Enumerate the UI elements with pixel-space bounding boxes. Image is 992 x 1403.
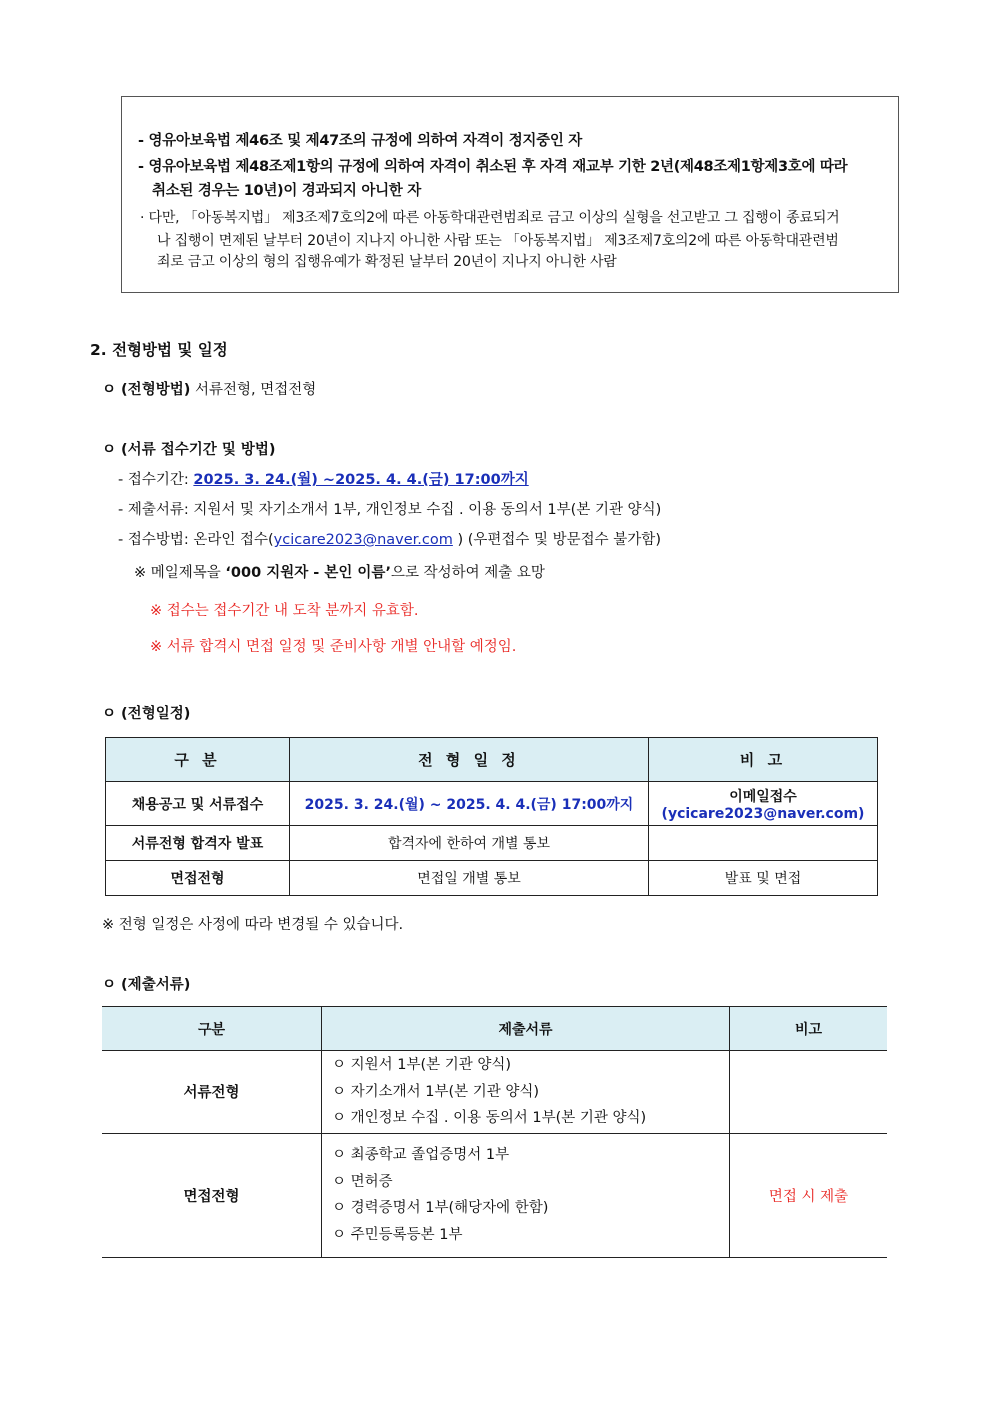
table-row bbox=[106, 826, 878, 861]
mail-note-suffix: 으로 작성하여 제출 요망 bbox=[390, 565, 545, 581]
table-row bbox=[102, 1133, 887, 1257]
schedule-header-note: 비 고 bbox=[649, 738, 878, 782]
documents-header-docs: 제출서류 bbox=[322, 1007, 730, 1051]
apply-method bbox=[118, 528, 661, 549]
table-row bbox=[106, 861, 878, 896]
box-line-3: 취소된 경우는 10년)이 경과되지 아니한 자 bbox=[152, 183, 421, 199]
apply-method-suffix: ) (우편접수 및 방문접수 불가함) bbox=[452, 532, 661, 548]
documents-note: 면접 시 제출 bbox=[730, 1133, 888, 1257]
box-note-line-2: 나 집행이 면제된 날부터 20년이 지나지 아니한 사람 또는 「아동복지법」 제3조제7호의2에 따른 아동학대관련범 bbox=[157, 233, 839, 249]
documents-header-note: 비고 bbox=[730, 1007, 888, 1051]
schedule-category: 서류전형 합격자 발표 bbox=[106, 826, 290, 861]
disqualification-box bbox=[121, 96, 899, 293]
apply-period-label: - 접수기간: bbox=[118, 472, 194, 488]
document-item: ㅇ 자기소개서 1부(본 기관 양식) bbox=[332, 1083, 540, 1100]
mail-title-note bbox=[134, 561, 545, 582]
submit-docs-line: - 제출서류: 지원서 및 자기소개서 1부, 개인정보 수집 . 이용 동의서 1부(본 기관 양식) bbox=[118, 502, 662, 518]
schedule-table bbox=[105, 737, 878, 896]
documents-category: 서류전형 bbox=[102, 1051, 322, 1134]
table-row bbox=[102, 1051, 887, 1134]
document-item: ㅇ 주민등록등본 1부 bbox=[332, 1226, 463, 1243]
schedule-note-line1: 이메일접수 bbox=[729, 788, 797, 805]
mail-note-prefix: ※ 메일제목을 bbox=[134, 565, 226, 581]
schedule-category: 채용공고 및 서류접수 bbox=[106, 782, 290, 826]
schedule-header-row bbox=[106, 738, 878, 782]
apply-heading bbox=[102, 438, 276, 459]
schedule-date: 면접일 개별 통보 bbox=[290, 861, 649, 896]
selection-method-value: 서류전형, 면접전형 bbox=[190, 382, 317, 398]
red-note-1: ※ 접수는 접수기간 내 도착 분까지 유효함. bbox=[150, 603, 419, 619]
schedule-note: 발표 및 면접 bbox=[649, 861, 878, 896]
documents-header-row bbox=[102, 1007, 887, 1051]
email-link[interactable]: ycicare2023@naver.com bbox=[273, 532, 453, 548]
schedule-heading bbox=[102, 702, 190, 723]
box-line-2: - 영유아보육법 제48조제1항의 규정에 의하여 자격이 취소된 후 자격 재교부 기한 2년(제48조제1항제3호에 따라 bbox=[138, 159, 848, 175]
documents-category: 면접전형 bbox=[102, 1133, 322, 1257]
selection-method-label: ㅇ (전형방법) bbox=[102, 382, 191, 398]
documents-heading-label: ㅇ (제출서류) bbox=[102, 977, 191, 993]
table-row bbox=[106, 782, 878, 826]
document-item: ㅇ 면허증 bbox=[332, 1173, 393, 1190]
section-title: 2. 전형방법 및 일정 bbox=[90, 341, 228, 359]
schedule-note-line2: (ycicare2023@naver.com) bbox=[661, 805, 865, 822]
apply-method-prefix: - 접수방법: 온라인 접수( bbox=[118, 532, 274, 548]
apply-heading-label: ㅇ (서류 접수기간 및 방법) bbox=[102, 442, 276, 458]
documents-heading bbox=[102, 973, 190, 994]
red-note-2: ※ 서류 합격시 면접 일정 및 준비사항 개별 안내할 예정임. bbox=[150, 639, 517, 655]
documents-list bbox=[322, 1133, 730, 1257]
box-note-line-1: · 다만, 「아동복지법」 제3조제7호의2에 따른 아동학대관련범죄로 금고 이상의 실형을 선고받고 그 집행이 종료되거 bbox=[140, 210, 840, 226]
document-item: ㅇ 지원서 1부(본 기관 양식) bbox=[332, 1057, 512, 1073]
schedule-date: 2025. 3. 24.(월) ~ 2025. 4. 4.(금) 17:00까지 bbox=[290, 782, 649, 826]
schedule-header-category: 구 분 bbox=[106, 738, 290, 782]
documents-header-category: 구분 bbox=[102, 1007, 322, 1051]
documents-table bbox=[102, 1006, 887, 1258]
box-note-line-3: 죄로 금고 이상의 형의 집행유예가 확정된 날부터 20년이 지나지 아니한 사람 bbox=[157, 254, 617, 270]
apply-period bbox=[118, 468, 529, 489]
documents-list bbox=[322, 1051, 730, 1134]
selection-method bbox=[102, 378, 316, 399]
schedule-heading-label: ㅇ (전형일정) bbox=[102, 706, 191, 722]
schedule-note bbox=[649, 782, 878, 826]
schedule-header-schedule: 전 형 일 정 bbox=[290, 738, 649, 782]
document-item: ㅇ 최종학교 졸업증명서 1부 bbox=[332, 1147, 510, 1163]
schedule-note bbox=[649, 826, 878, 861]
schedule-date: 합격자에 한하여 개별 통보 bbox=[290, 826, 649, 861]
document-item: ㅇ 경력증명서 1부(해당자에 한함) bbox=[332, 1200, 549, 1216]
schedule-footnote: ※ 전형 일정은 사정에 따라 변경될 수 있습니다. bbox=[102, 917, 404, 933]
documents-note bbox=[730, 1051, 888, 1134]
document-item: ㅇ 개인정보 수집 . 이용 동의서 1부(본 기관 양식) bbox=[332, 1110, 647, 1126]
schedule-category: 면접전형 bbox=[106, 861, 290, 896]
box-line-1: - 영유아보육법 제46조 및 제47조의 규정에 의하여 자격이 정지중인 자 bbox=[138, 133, 582, 149]
apply-period-value: 2025. 3. 24.(월) ~2025. 4. 4.(금) 17:00까지 bbox=[193, 472, 529, 488]
mail-note-bold: ‘000 지원자 - 본인 이름’ bbox=[225, 565, 391, 581]
